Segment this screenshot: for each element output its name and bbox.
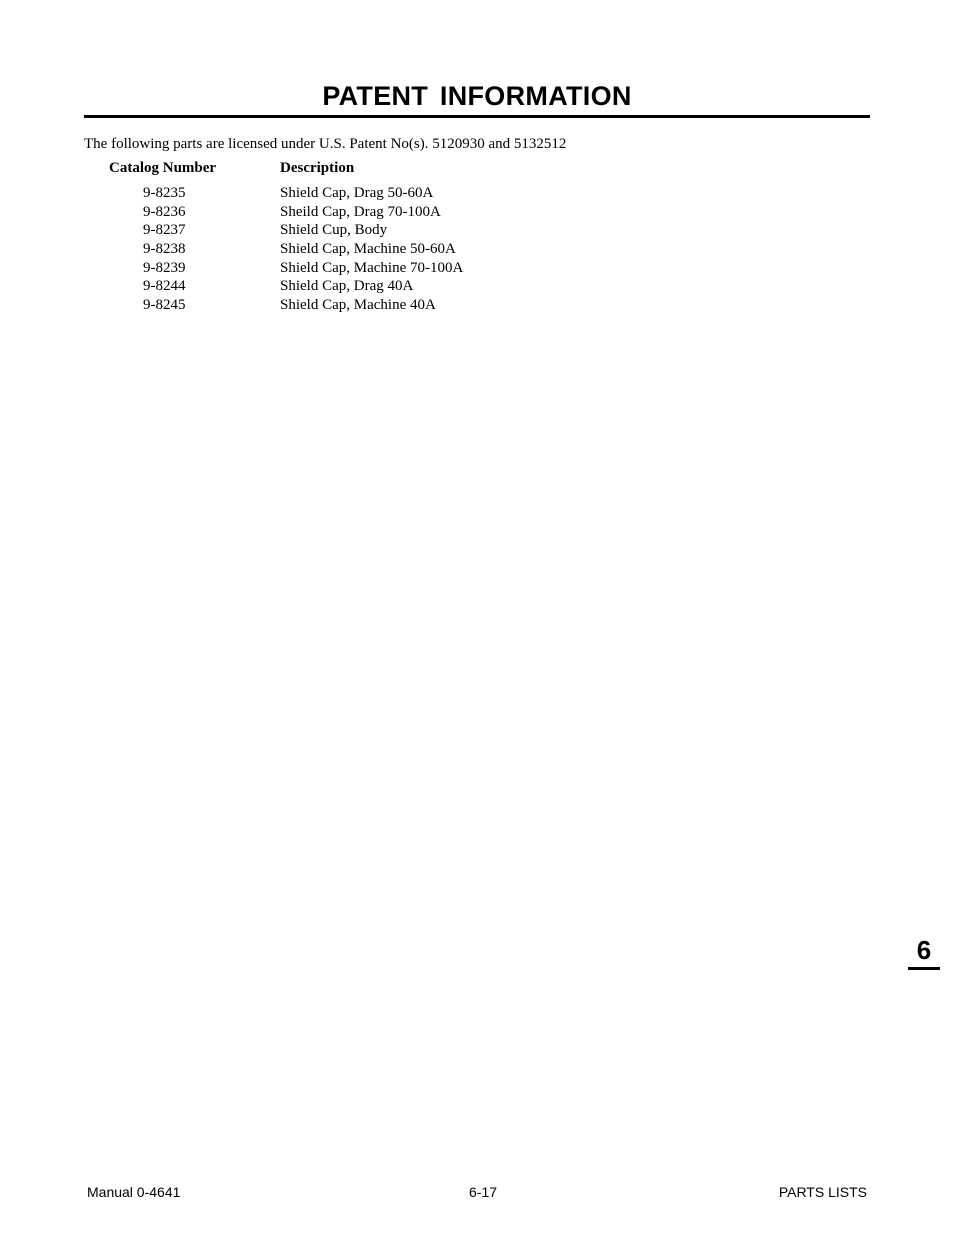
catalog-number-cell: 9-8237 [143,222,186,239]
footer-page-number: 6-17 [469,1184,498,1200]
catalog-number-header: Catalog Number [109,160,217,176]
description-cell: Sheild Cap, Drag 70-100A [280,203,441,220]
footer-section-name: PARTS LISTS [778,1184,867,1200]
catalog-number-cell: 9-8244 [143,278,186,295]
footer-manual-number: Manual 0-4641 [87,1184,181,1200]
parts-table [0,184,700,315]
description-cell: Shield Cup, Body [280,222,388,239]
description-cell: Shield Cap, Machine 70-100A [280,259,464,276]
description-cell: Shield Cap, Drag 50-60A [280,185,434,201]
table-row [0,259,700,278]
catalog-number-cell: 9-8236 [143,203,186,220]
description-cell: Shield Cap, Machine 50-60A [280,241,456,258]
catalog-number-cell: 9-8245 [143,297,186,314]
intro-text: The following parts are licensed under U.S. Patent No(s). 5120930 and 5132512 [84,136,567,152]
catalog-number-cell: 9-8235 [143,185,186,201]
description-header: Description [280,160,355,176]
table-row [0,184,700,203]
section-tab-underline [908,967,940,970]
table-row [0,296,700,315]
table-row [0,221,700,240]
table-row [0,240,700,259]
section-tab-number: 6 [916,935,932,965]
description-cell: Shield Cap, Machine 40A [280,297,436,314]
catalog-number-cell: 9-8239 [143,259,186,276]
table-row [0,277,700,296]
table-row [0,203,700,222]
title-divider [84,115,870,118]
description-cell: Shield Cap, Drag 40A [280,278,414,295]
page-title: PATENT INFORMATION [322,81,632,111]
catalog-number-cell: 9-8238 [143,241,186,258]
